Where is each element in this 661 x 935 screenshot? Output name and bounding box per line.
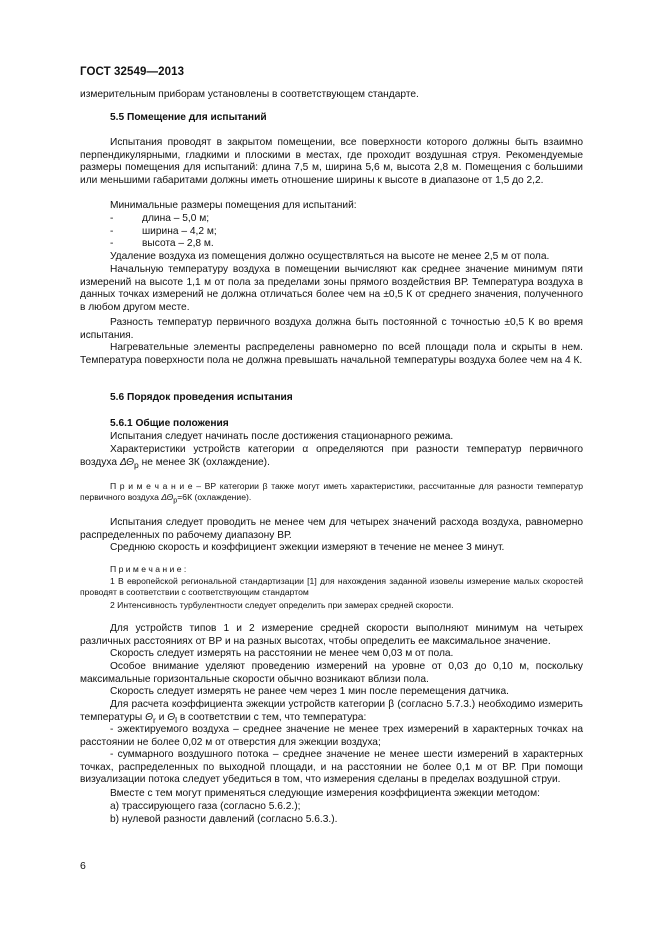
- paragraph: Скорость следует измерять не ранее чем через 1 мин после перемещения датчика.: [110, 686, 509, 697]
- paragraph: Характеристики устройств категории α определяются при разности температур первичного воздуха $\Delta\Theta_р$ не менее 3К (охлаждение).: [80, 444, 583, 470]
- subsection-5-6-1-heading: 5.6.1 Общие положения: [110, 418, 229, 429]
- paragraph: Скорость следует измерять на расстоянии не менее чем 0,03 м от пола.: [110, 648, 454, 659]
- paragraph: - суммарного воздушного потока – среднее значение не менее шести измерений в характерных точках, распределенных по выходной площади, и на расстоянии не более 0,1 м от ВР. При помощи визуализации потока следует убедиться в том, что измерения сделаны в пределах воздушной струи.: [80, 749, 583, 786]
- paragraph: Испытания проводят в закрытом помещении, все поверхности которого должны быть взаимно перпендикулярными, гладкими и плоскими в местах, где проходит воздушная струя. Рекомендуемые размеры помещения для испытаний: длина 7,5 м, ширина 5,6 м, высота 2,8 м. Помещения с большими или меньшими габаритами должны иметь отношение ширины к высоте в диапазоне от 1,5 до 2,2.: [80, 137, 583, 186]
- paragraph: Для устройств типов 1 и 2 измерение средней скорости выполняют минимум на четырех различных расстояниях от ВР и на разных высотах, чтобы определить ее максимальное значение.: [80, 623, 583, 647]
- note-item: 1 В европейской региональной стандартизации [1] для нахождения заданной изовелы измерение малых скоростей проводят в соответствии с соответствующим стандартом: [80, 576, 583, 597]
- dash-marker: -: [110, 238, 114, 250]
- section-5-6-heading: 5.6 Порядок проведения испытания: [110, 392, 293, 403]
- note-label: П р и м е ч а н и е: [110, 481, 193, 491]
- paragraph: Минимальные размеры помещения для испытаний:: [110, 200, 357, 211]
- document-header: ГОСТ 32549—2013: [80, 66, 185, 78]
- paragraph: Удаление воздуха из помещения должно осуществляться на высоте не менее 2,5 м от пола.: [110, 251, 550, 262]
- paragraph: Испытания следует начинать после достижения стационарного режима.: [110, 431, 454, 442]
- paragraph: Начальную температуру воздуха в помещении вычисляют как среднее значение минимум пяти измерений на высоте 1,1 м от пола за пределами зоны прямого воздействия ВР. Температура воздуха в данных точках измерений не должна отличаться более чем на ±0,5 К от среднего значения, полученного в любом другом месте.: [80, 264, 583, 313]
- section-5-5-heading: 5.5 Помещение для испытаний: [110, 112, 267, 123]
- paragraph: Разность температур первичного воздуха должна быть постоянной с точностью ±0,5 К во время испытания.: [80, 317, 583, 341]
- dimensions-list: [80, 213, 583, 251]
- list-item: b) нулевой разности давлений (согласно 5.6.3.).: [110, 814, 338, 825]
- dash-marker: -: [110, 213, 114, 224]
- page-number: 6: [80, 860, 86, 872]
- intro-text: измерительным приборам установлены в соответствующем стандарте.: [80, 89, 419, 100]
- paragraph: - эжектируемого воздуха – среднее значение не менее трех измерений в характерных точках на расстоянии не более 0,02 м от отверстия для эжекции воздуха;: [80, 724, 583, 748]
- dash-marker: -: [110, 225, 114, 237]
- paragraph: Вместе с тем могут применяться следующие измерения коэффициента эжекции методом:: [110, 788, 541, 799]
- list-item: а) трассирующего газа (согласно 5.6.2.);: [110, 801, 301, 812]
- paragraph: Особое внимание уделяют проведению измерений на уровне от 0,03 до 0,10 м, поскольку максимальные горизонтальные скорости обычно возникают вблизи пола.: [80, 661, 583, 685]
- paragraph: Нагревательные элементы распределены равномерно по всей площади пола и скрыты в нем. Температура поверхности пола не должна превышать начальной температуры воздуха более чем на 4 К.: [80, 342, 583, 366]
- note: П р и м е ч а н и е – ВР категории β также могут иметь характеристики, рассчитанные для разности температур первичного воздуха $\Delta\Theta_р=6К$ (охлаждение).: [80, 481, 584, 505]
- notes-label: П р и м е ч а н и е :: [110, 564, 187, 574]
- list-item: - ширина – 4,2 м;: [80, 226, 583, 239]
- list-item: - высота – 2,8 м.: [80, 238, 583, 251]
- paragraph: Для расчета коэффициента эжекции устройств категории β (согласно 5.7.3.) необходимо измерить температуры $\Theta_r$ и $\Theta_l$ в соответствии с тем, что температура:: [80, 699, 583, 725]
- note-item: 2 Интенсивность турбулентности следует определить при замерах средней скорости.: [110, 600, 454, 610]
- paragraph: Среднюю скорость и коэффициент эжекции измеряют в течение не менее 3 минут.: [110, 542, 505, 553]
- list-item: - длина – 5,0 м;: [80, 213, 583, 226]
- paragraph: Испытания следует проводить не менее чем для четырех значений расхода воздуха, равномерно распределенных по рабочему диапазону ВР.: [80, 517, 583, 541]
